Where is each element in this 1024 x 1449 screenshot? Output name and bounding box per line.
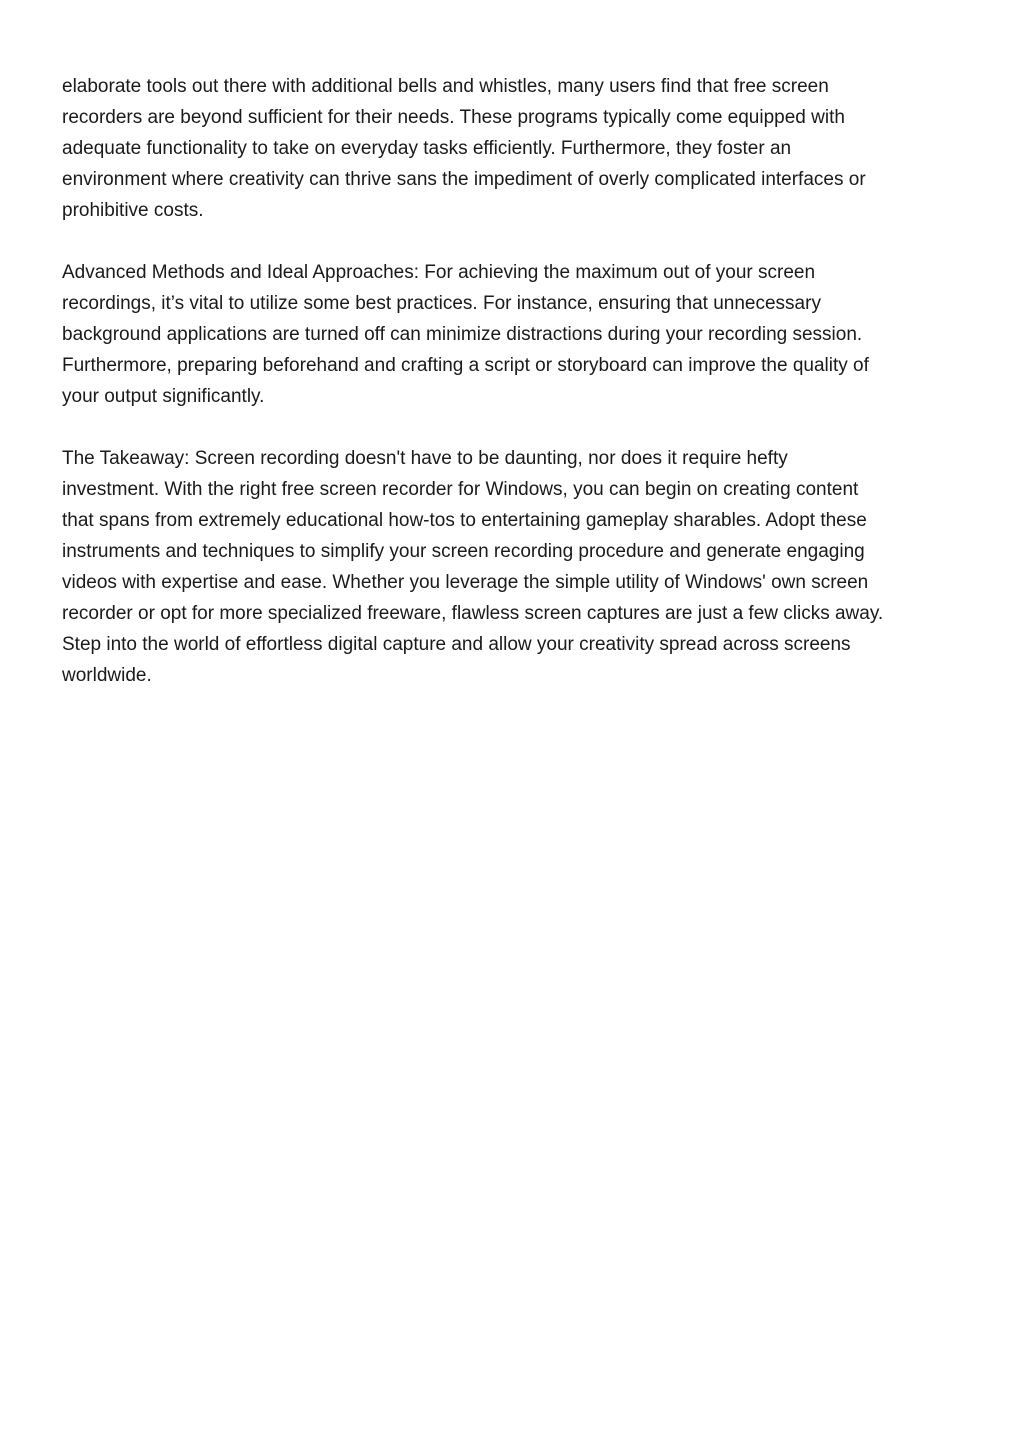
text-line: Advanced Methods and Ideal Approaches: For achieving the maximum out of your screen <box>62 262 816 283</box>
text-line: Step into the world of effortless digital capture and allow your creativity spread across screens <box>62 634 851 655</box>
text-line: instruments and techniques to simplify your screen recording procedure and generate engaging <box>62 541 865 562</box>
text-line: recorders are beyond sufficient for their needs. These programs typically come equipped with <box>62 107 845 128</box>
text-line: background applications are turned off can minimize distractions during your recording session. <box>62 324 863 345</box>
text-line: your output significantly. <box>62 386 265 407</box>
text-line: The Takeaway: Screen recording doesn't have to be daunting, nor does it require hefty <box>62 448 788 469</box>
text-line: investment. With the right free screen recorder for Windows, you can begin on creating content <box>62 479 859 500</box>
text-line: Furthermore, preparing beforehand and crafting a script or storyboard can improve the quality of <box>62 355 869 376</box>
text-line: adequate functionality to take on everyday tasks efficiently. Furthermore, they foster an <box>62 138 792 159</box>
text-line: recorder or opt for more specialized freeware, flawless screen captures are just a few clicks away. <box>62 603 884 624</box>
paragraph-takeaway <box>62 443 967 691</box>
text-line: recordings, it’s vital to utilize some best practices. For instance, ensuring that unnecessary <box>62 293 821 314</box>
paragraph-free-recorders <box>62 71 967 226</box>
text-line: elaborate tools out there with additional bells and whistles, many users find that free screen <box>62 76 829 97</box>
text-line: that spans from extremely educational how-tos to entertaining gameplay sharables. Adopt these <box>62 510 867 531</box>
document-body <box>62 71 967 722</box>
text-line: videos with expertise and ease. Whether you leverage the simple utility of Windows' own screen <box>62 572 869 593</box>
text-line: environment where creativity can thrive sans the impediment of overly complicated interfaces or <box>62 169 866 190</box>
paragraph-advanced-methods <box>62 257 967 412</box>
text-line: worldwide. <box>62 665 152 686</box>
text-line: prohibitive costs. <box>62 200 204 221</box>
